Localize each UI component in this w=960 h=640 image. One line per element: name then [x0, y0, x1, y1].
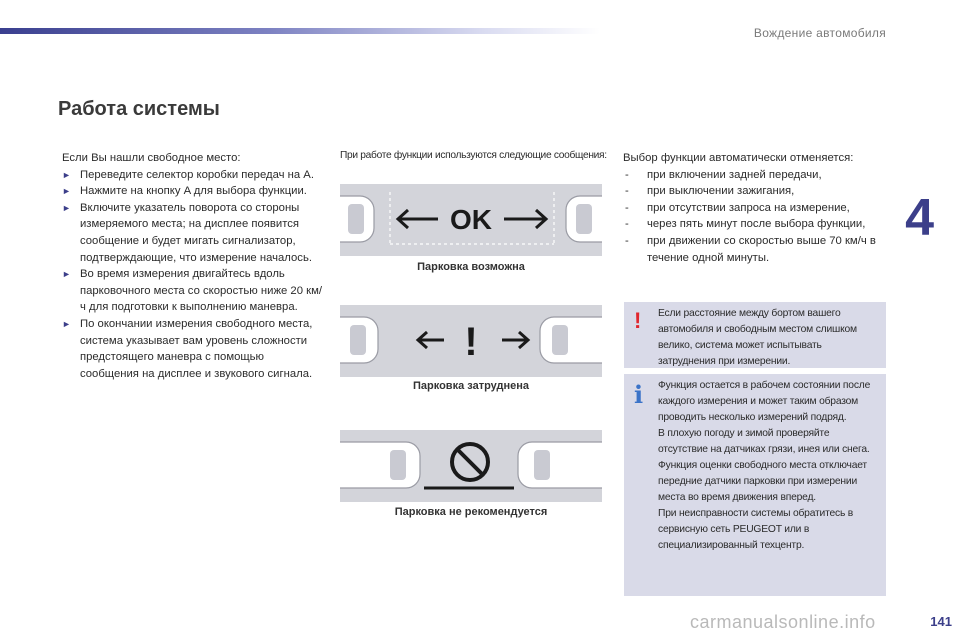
dash-bullet: - — [625, 201, 629, 214]
parked-car-left-icon — [340, 196, 374, 242]
info-paragraph: Функция оценки свободного места отключает передние датчики парковки при измерении места во время движения вперед. — [658, 460, 867, 503]
step-item: ► Нажмите на кнопку A для выбора функции. — [62, 183, 324, 200]
parking-not-recommended-label: Парковка не рекомендуется — [394, 506, 548, 518]
warning-box — [624, 302, 886, 368]
step-item: ► Включите указатель поворота со стороны измеряемого места; на дисплее появится сообщение и будет мигать сигнализатор, подтверждающие, что измерение началось. — [62, 201, 312, 264]
bullet-arrow-icon: ► — [62, 169, 71, 180]
right-column — [623, 150, 888, 266]
cancel-item: - при включении задней передачи, — [623, 167, 888, 184]
figures-caption: При работе функции используются следующие сообщения: — [340, 150, 607, 161]
dash-bullet: - — [625, 185, 629, 198]
ok-symbol: OK — [450, 204, 492, 235]
cancel-item: - при выключении зажигания, — [623, 183, 888, 200]
header-gradient-bar — [0, 28, 600, 34]
chapter-number: 4 — [905, 189, 934, 247]
info-paragraph: При неисправности системы обратитесь в сервисную сеть PEUGEOT или в специализированный техцентр. — [658, 508, 854, 551]
bullet-arrow-icon: ► — [62, 318, 71, 329]
parked-car-left-icon — [340, 317, 378, 363]
page-title: Работа системы — [58, 98, 220, 120]
parked-car-left-icon — [340, 442, 420, 488]
watermark-text: carmanualsonline.info — [690, 612, 876, 632]
step-item: ► Во время измерения двигайтесь вдоль парковочного места со скоростью ниже 20 км/ч для подготовки к выполнению маневра. — [62, 268, 322, 314]
info-paragraph: Функция остается в рабочем состоянии после каждого измерения и может таким образом проводить несколько измерений подряд. — [658, 380, 871, 423]
parking-possible-figure — [340, 184, 602, 256]
info-i-icon: i — [634, 380, 644, 409]
step-item: ► Переведите селектор коробки передач на A. — [62, 167, 324, 184]
cancel-item: - через пять минут после выбора функции, — [623, 216, 888, 233]
cancel-item: - при движении со скоростью выше 70 км/ч в течение одной минуты. — [625, 234, 876, 264]
parking-difficult-illustration — [340, 305, 602, 377]
parked-car-right-icon — [518, 442, 602, 488]
parking-not-recommended-illustration — [340, 430, 602, 502]
bullet-arrow-icon: ► — [62, 269, 71, 280]
left-column — [62, 150, 324, 382]
bullet-arrow-icon: ► — [62, 202, 71, 213]
parking-ok-illustration — [340, 184, 602, 256]
warning-text: Если расстояние между бортом вашего автомобиля и свободным местом слишком велико, система может испытывать затруднения при измерении. — [658, 308, 857, 367]
left-intro: Если Вы нашли свободное место: — [62, 152, 241, 164]
parked-car-right-icon — [540, 317, 602, 363]
dash-bullet: - — [625, 218, 629, 231]
page-number: 141 — [930, 614, 952, 629]
dash-bullet: - — [625, 234, 629, 247]
info-box — [624, 374, 886, 596]
info-paragraph: В плохую погоду и зимой проверяйте отсутствие на датчиках грязи, инея или снега. — [658, 428, 870, 455]
bullet-arrow-icon: ► — [62, 186, 71, 197]
cancel-item: - при отсутствии запроса на измерение, — [623, 200, 888, 217]
parking-difficult-label: Парковка затруднена — [412, 380, 529, 392]
parking-possible-label: Парковка возможна — [417, 261, 525, 273]
parking-not-recommended-figure — [340, 430, 602, 502]
warning-exclamation-icon: ! — [634, 308, 642, 333]
dash-bullet: - — [625, 168, 629, 181]
parking-difficult-figure — [340, 305, 602, 377]
exclamation-symbol: ! — [464, 320, 478, 364]
section-title: Вождение автомобиля — [753, 26, 886, 40]
step-item: ► По окончании измерения свободного места, система указывает вам уровень сложности предстоящего маневра с помощью сообщения на дисплее и звукового сигнала. — [62, 317, 313, 380]
parked-car-right-icon — [566, 196, 602, 242]
cancel-intro: Выбор функции автоматически отменяется: — [623, 152, 854, 164]
no-entry-icon — [452, 444, 488, 480]
